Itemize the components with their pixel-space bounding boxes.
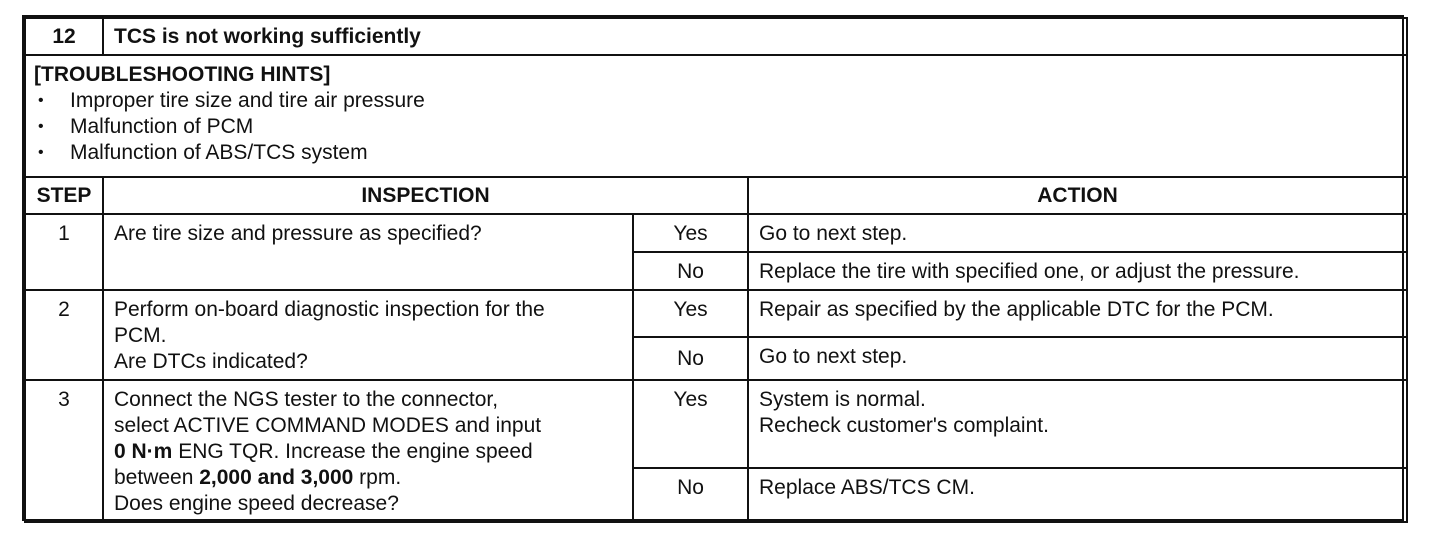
step-number: 1 bbox=[25, 214, 103, 290]
hint-text: Improper tire size and tire air pressure bbox=[70, 89, 425, 112]
inspection-line: select ACTIVE COMMAND MODES and input bbox=[114, 414, 542, 437]
yes-label: Yes bbox=[633, 290, 748, 337]
inspection-line: PCM. bbox=[114, 324, 167, 347]
inspection-text: between bbox=[114, 466, 200, 489]
step-number: 3 bbox=[25, 380, 103, 522]
no-action: Replace the tire with specified one, or adjust the pressure. bbox=[748, 252, 1407, 290]
yes-action: Go to next step. bbox=[748, 214, 1407, 252]
inspection-line: Perform on-board diagnostic inspection for the bbox=[114, 298, 545, 321]
hint-text: Malfunction of PCM bbox=[70, 115, 254, 138]
hint-text: Malfunction of ABS/TCS system bbox=[70, 141, 368, 164]
yes-action: Repair as specified by the applicable DTC for the PCM. bbox=[748, 290, 1407, 337]
step-inspection bbox=[103, 290, 633, 380]
inspection-header: INSPECTION bbox=[103, 177, 748, 214]
inspection-line: Are DTCs indicated? bbox=[114, 350, 308, 373]
no-label: No bbox=[633, 468, 748, 522]
inspection-line: Does engine speed decrease? bbox=[114, 492, 399, 515]
troubleshooting-table bbox=[22, 15, 1404, 521]
bullet-icon: • bbox=[38, 92, 44, 109]
hints-heading: [TROUBLESHOOTING HINTS] bbox=[34, 63, 331, 86]
procedure-table bbox=[24, 17, 1408, 523]
inspection-line bbox=[114, 439, 622, 465]
yes-label: Yes bbox=[633, 214, 748, 252]
action-line: System is normal. bbox=[759, 388, 926, 411]
rpm-range: 2,000 and 3,000 bbox=[199, 466, 354, 489]
hint-item bbox=[34, 140, 1398, 166]
step-inspection: Are tire size and pressure as specified? bbox=[103, 214, 633, 290]
inspection-line bbox=[114, 465, 622, 491]
troubleshooting-hints bbox=[25, 55, 1407, 177]
step-inspection bbox=[103, 380, 633, 522]
procedure-title: TCS is not working sufficiently bbox=[103, 18, 1407, 55]
inspection-text: rpm. bbox=[353, 466, 402, 489]
torque-value: 0 N·m bbox=[114, 440, 173, 463]
hint-item bbox=[34, 88, 1398, 114]
inspection-line: Connect the NGS tester to the connector, bbox=[114, 388, 499, 411]
no-label: No bbox=[633, 252, 748, 290]
no-action: Go to next step. bbox=[748, 337, 1407, 380]
step-number: 2 bbox=[25, 290, 103, 380]
hint-item bbox=[34, 114, 1398, 140]
hints-list bbox=[34, 88, 1398, 166]
yes-label: Yes bbox=[633, 380, 748, 468]
procedure-number: 12 bbox=[25, 18, 103, 55]
yes-action bbox=[748, 380, 1407, 468]
bullet-icon: • bbox=[38, 118, 44, 135]
action-line: Recheck customer's complaint. bbox=[759, 414, 1049, 437]
no-action: Replace ABS/TCS CM. bbox=[748, 468, 1407, 522]
action-header: ACTION bbox=[748, 177, 1407, 214]
bullet-icon: • bbox=[38, 144, 44, 161]
inspection-text: ENG TQR. Increase the engine speed bbox=[172, 440, 533, 463]
no-label: No bbox=[633, 337, 748, 380]
step-header: STEP bbox=[25, 177, 103, 214]
